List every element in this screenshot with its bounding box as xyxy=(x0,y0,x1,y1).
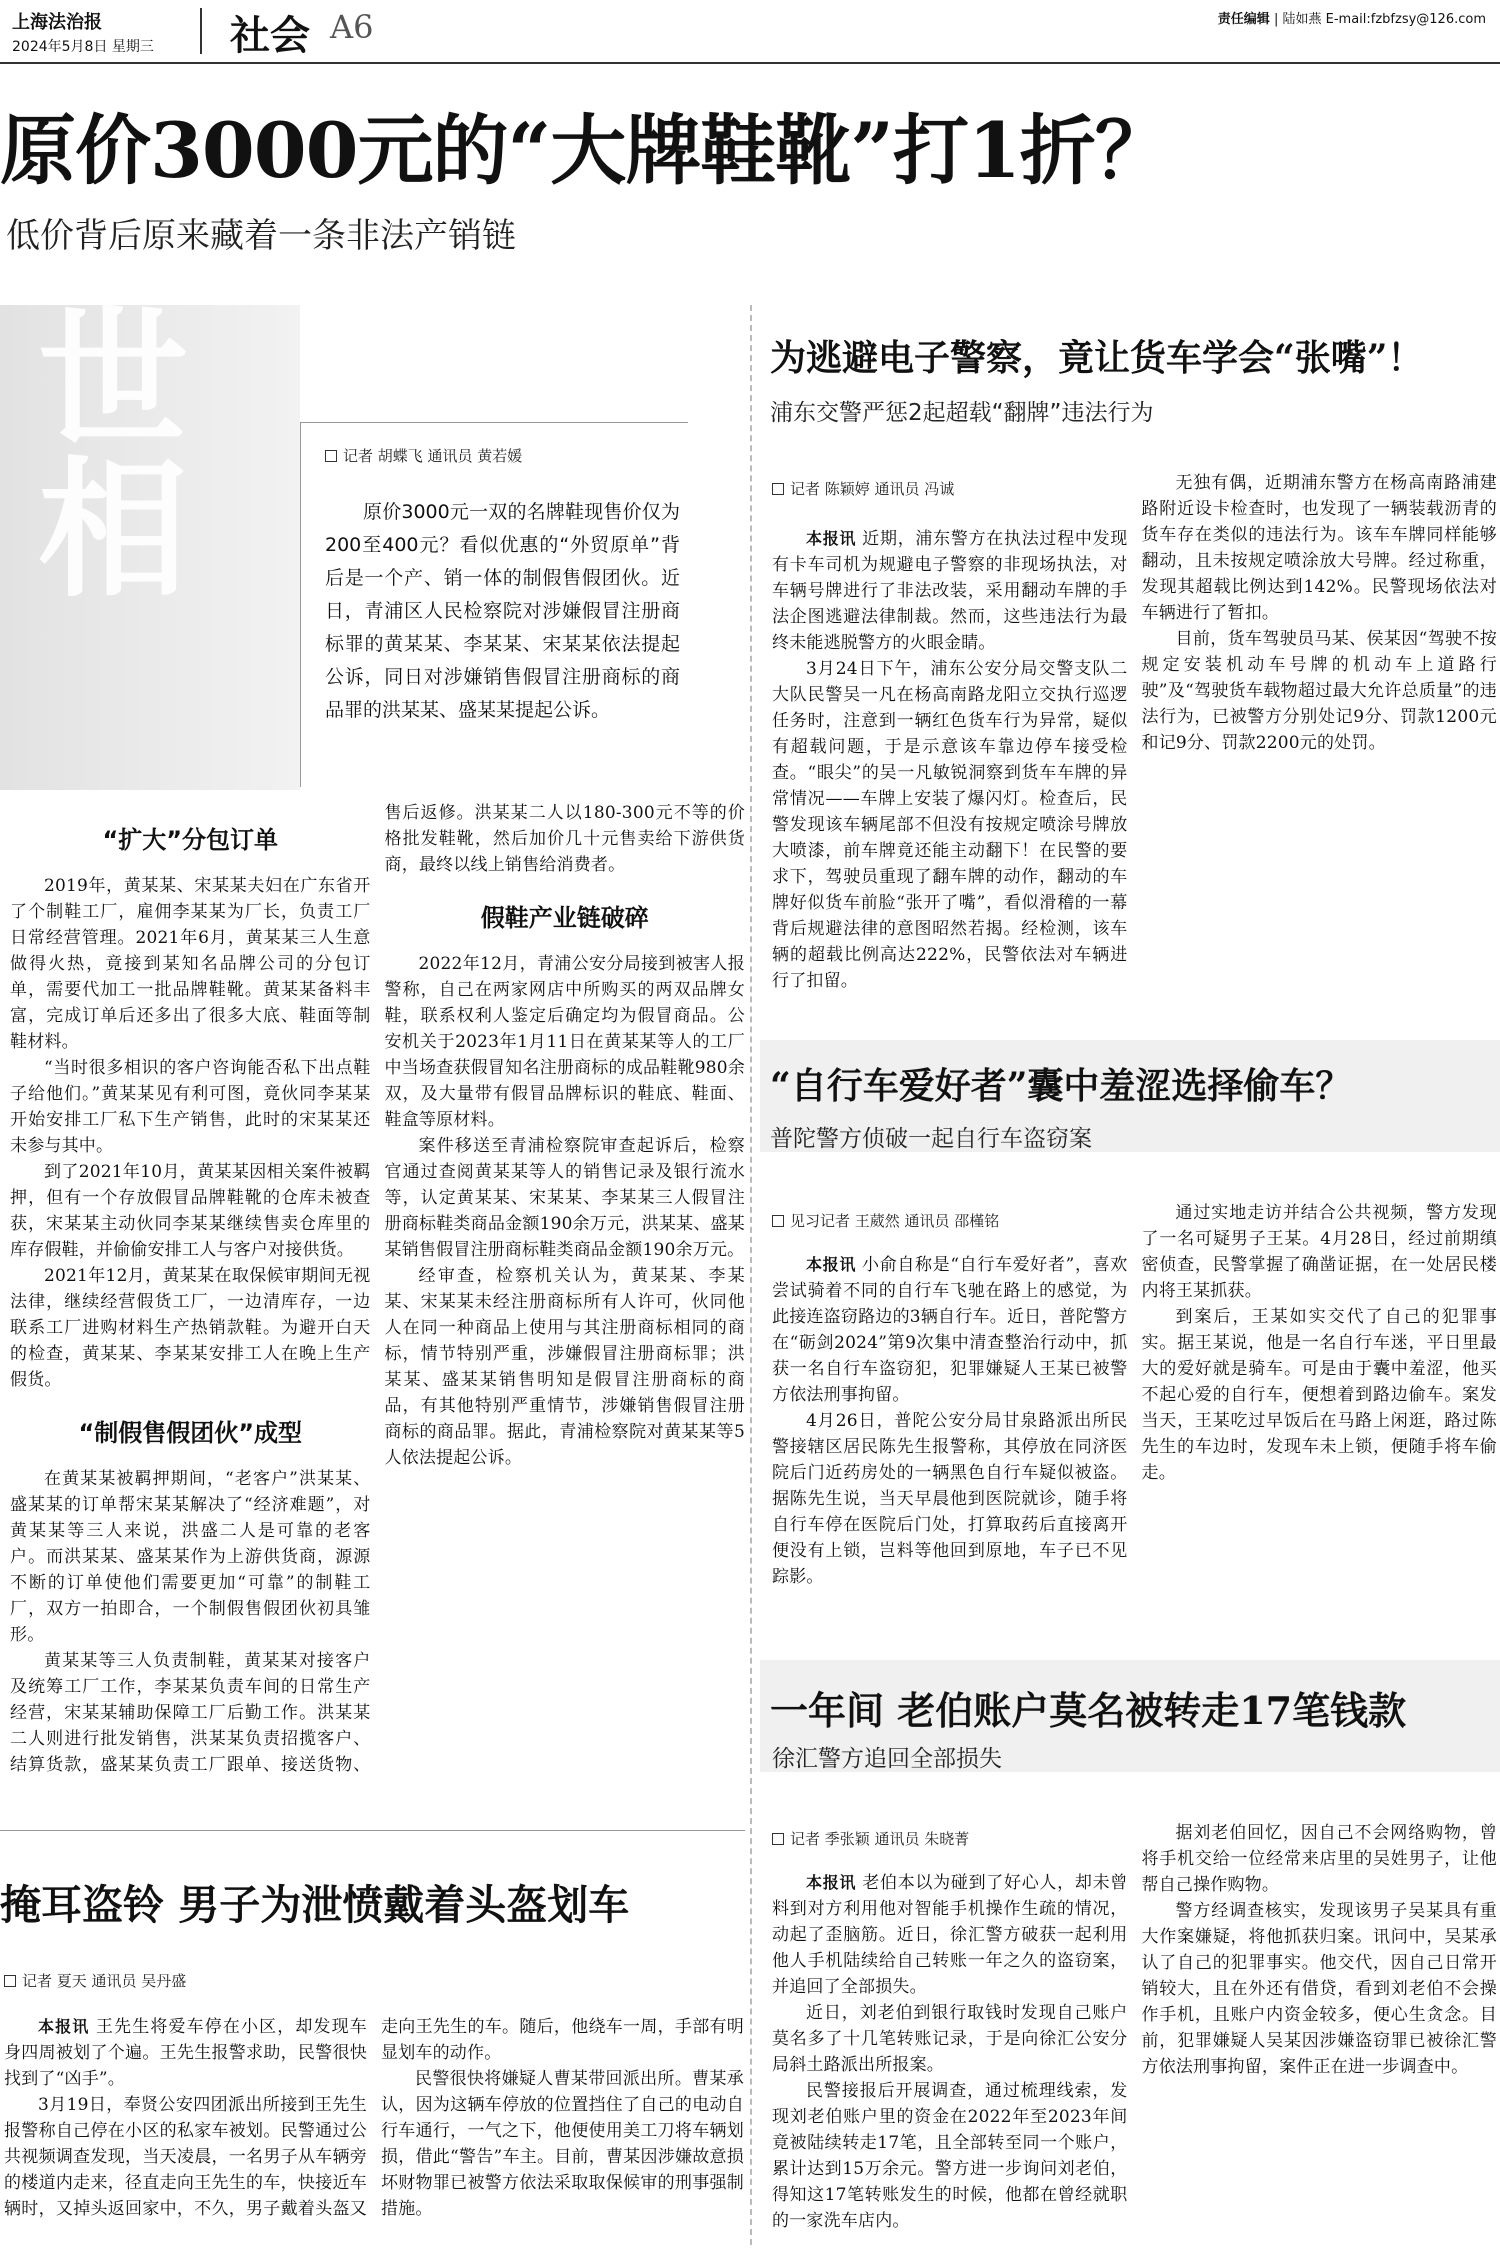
editor-email: E-mail:fzbfzsy@126.com xyxy=(1325,12,1486,27)
bike-p2: 4月26日，普陀公安分局甘泉路派出所民警接辖区居民陈先生报警称，其停放在同济医院后门近药房处的一辆黑色自行车疑似被盗。据陈先生说，当天早晨他到医院就诊，随手将自行车停在医院后门处，打算取药后直接离开便没有上锁，岂料等他回到原地，车子已不见踪影。 xyxy=(772,1411,1128,1587)
column-divider xyxy=(750,305,752,2245)
elder-p1 xyxy=(772,1870,1128,2000)
elder-p5: 警方经调查核实，发现该男子吴某具有重大作案嫌疑，将他抓获归案。讯问中，吴某承认了自己的犯罪事实。他交代，因自己日常开销较大，且在外还有借贷，看到刘老伯不会操作手机，且账户内资金较多，便心生贪念。目前，犯罪嫌疑人吴某因涉嫌盗窃罪已被徐汇警方依法刑事拘留，案件正在进一步调查中。 xyxy=(1141,1901,1497,2077)
masthead-divider xyxy=(200,8,202,54)
byline-text: 记者 夏天 通讯员 吴丹盛 xyxy=(22,1972,187,1990)
byline-text: 记者 季张颖 通讯员 朱晓菁 xyxy=(790,1830,970,1848)
main-p8: 案件移送至青浦检察院审查起诉后，检察官通过查阅黄某某等人的销售记录及银行流水等，认定黄某某、宋某某、李某某三人假冒注册商标鞋类商品金额190余万元，洪某某、盛某某销售假冒注册商标鞋类商品金额190余万元。 xyxy=(384,1136,745,1260)
main-byline xyxy=(325,445,680,466)
byline-box-icon xyxy=(4,1975,16,1987)
bike-p1 xyxy=(772,1252,1128,1408)
main-p4: 2021年12月，黄某某在取保候审期间无视法律，继续经营假货工厂，一边清库存，一边联系工厂进购材料生产热销款鞋。为避开白天的检查，黄某某、李某某安排工人在晚上生产假货。 xyxy=(10,1266,371,1390)
helmet-p2: 3月19日，奉贤公安四团派出所接到王先生报警称自己停在小区的私家车被划。民警通过公共视频调查发现，当天凌晨，一名男子从车辆旁的楼道内走来，径直走向王先生的车，快接近车辆时，又掉头返回家中，不久，男子戴着头盔又走向王先生的车。随后，他绕车一周，手部有明显划车的动作。 xyxy=(4,2017,744,2219)
subhead-1: “扩大”分包订单 xyxy=(102,826,279,854)
main-p9: 经审查，检察机关认为，黄某某、李某某、宋某某未经注册商标所有人许可，伙同他人在同一种商品上使用与其注册商标相同的商标，情节特别严重，涉嫌假冒注册商标罪；洪某某、盛某某销售明知是假冒注册商标的商品，有其他特别严重情节，涉嫌销售假冒注册商标的商品罪。据此，青浦检察院对黄某某等5人依法提起公诉。 xyxy=(384,1266,745,1468)
truck-p4: 目前，货车驾驶员马某、侯某因“驾驶不按规定安装机动车号牌的机动车上道路行驶”及“驾驶货车载物超过最大允许总质量”的违法行为，已被警方分别处记9分、罚款1200元和记9分、罚款2200元的处罚。 xyxy=(1141,629,1497,753)
truck-p2: 3月24日下午，浦东公安分局交警支队二大队民警吴一凡在杨高南路龙阳立交执行巡逻任务时，注意到一辆红色货车行为异常，疑似有超载问题，于是示意该车靠边停车接受检查。“眼尖”的吴一凡敏锐洞察到货车车牌的异常情况——车牌上安装了爆闪灯。检查后，民警发现该车辆尾部不但没有按规定喷涂号牌放大喷漆，前车牌竟还能主动翻下！在民警的要求下，驾驶员重现了翻车牌的动作，翻动的车牌好似货车前脸“张开了嘴”，看似滑稽的一幕背后规避法律的意图昭然若揭。经检测，该车辆的超载比例高达222%，民警依法对车辆进行了扣留。 xyxy=(772,659,1128,991)
helmet-headline: 掩耳盗铃 男子为泄愤戴着头盔划车 xyxy=(0,1881,630,1929)
bike-dek: 普陀警方侦破一起自行车盗窃案 xyxy=(770,1126,1092,1152)
main-headline: 原价3000元的“大牌鞋靴”打1折？ xyxy=(0,106,1170,195)
truck-p1-text: 近期，浦东警方在执法过程中发现有卡车司机为规避电子警察的非现场执法，对车辆号牌进行了非法改装，采用翻动车牌的手法企图逃避法律制裁。然而，这些违法行为最终未能逃脱警方的火眼金睛。 xyxy=(772,529,1128,653)
subhead-2: “制假售假团伙”成型 xyxy=(78,1419,303,1447)
subhead-3: 假鞋产业链破碎 xyxy=(480,904,649,932)
editor-info: 责任编辑 | 陆如燕 E-mail:fzbfzsy@126.com xyxy=(1217,12,1486,27)
byline-spacer xyxy=(772,1200,1128,1252)
bike-headline: “自行车爱好者”囊中羞涩选择偷车？ xyxy=(770,1065,1352,1107)
elder-p2: 近日，刘老伯到银行取钱时发现自己账户莫名多了十几笔转账记录，于是向徐汇公安分局斜土路派出所报案。 xyxy=(772,2003,1128,2075)
helmet-lead: 本报讯 xyxy=(38,2017,90,2036)
elder-lead: 本报讯 xyxy=(806,1873,857,1892)
main-p1: 2019年，黄某某、宋某某夫妇在广东省开了个制鞋工厂，雇佣李某某为厂长，负责工厂日常经营管理。2021年6月，黄某某三人生意做得火热，竟接到某知名品牌公司的分包订单，需要代加工一批品牌鞋靴。黄某某备料丰富，完成订单后还多出了很多大底、鞋面等制鞋材料。 xyxy=(10,876,371,1052)
byline-text: 记者 胡蝶飞 通讯员 黄若媛 xyxy=(343,447,523,465)
masthead-rule xyxy=(0,62,1500,64)
stamp-text: 世相 xyxy=(12,300,188,600)
truck-headline: 为逃避电子警察，竟让货车学会“张嘴”！ xyxy=(770,337,1424,379)
intro-box xyxy=(300,422,688,787)
bike-p1-text: 小俞自称是“自行车爱好者”，喜欢尝试骑着不同的自行车飞驰在路上的感觉，为此接连盗窃路边的3辆自行车。近日，普陀警方在“砺剑2024”第9次集中清查整治行动中，抓获一名自行车盗窃犯，犯罪嫌疑人王某已被警方依法刑事拘留。 xyxy=(772,1255,1128,1405)
main-p3: 到了2021年10月，黄某某因相关案件被羁押，但有一个存放假冒品牌鞋靴的仓库未被查获，宋某某主动伙同李某某继续售卖仓库里的库存假鞋，并偷偷安排工人与客户对接供货。 xyxy=(10,1162,371,1260)
bike-p4: 到案后，王某如实交代了自己的犯罪事实。据王某说，他是一名自行车迷，平日里最大的爱好就是骑车。可是由于囊中羞涩，他买不起心爱的自行车，便想着到路边偷车。案发当天，王某吃过早饭后在马路上闲逛，路过陈先生的车边时，发现车未上锁，便随手将车偷走。 xyxy=(1141,1307,1497,1483)
helmet-byline xyxy=(4,1970,186,1991)
truck-dek: 浦东交警严惩2起超载“翻牌”违法行为 xyxy=(770,400,1154,426)
truck-lead: 本报讯 xyxy=(806,529,857,548)
truck-body xyxy=(772,470,1497,1010)
helmet-p3: 民警很快将嫌疑人曹某带回派出所。曹某承认，因为这辆车停放的位置挡住了自己的电动自行车通行，一气之下，他便使用美工刀将车辆划损，借此“警告”车主。目前，曹某因涉嫌故意损坏财物罪已被警方依法采取取保候审的刑事强制措施。 xyxy=(381,2069,744,2219)
helmet-p1-text: 王先生将爱车停在小区，却发现车身四周被划了个遍。王先生报警求助，民警很快找到了“凶手”。 xyxy=(4,2017,368,2089)
main-p2: “当时很多相识的客户咨询能否私下出点鞋子给他们。”黄某某见有利可图，竟伙同李某某开始安排工厂私下生产销售，此时的宋某某还未参与其中。 xyxy=(10,1058,371,1156)
editor-label: 责任编辑 xyxy=(1217,12,1270,27)
helmet-rule xyxy=(0,1830,745,1831)
main-p7: 2022年12月，青浦公安分局接到被害人报警称，自己在两家网店中所购买的两双品牌女鞋，联系权利人鉴定后确定均为假冒商品。公安机关于2023年1月11日在黄某某等人的工厂中当场查获假冒知名注册商标的成品鞋靴980余双，及大量带有假冒品牌标识的鞋底、鞋面、鞋盒等原材料。 xyxy=(384,954,745,1130)
intro-text: 原价3000元一双的名牌鞋现售价仅为200至400元？看似优惠的“外贸原单”背后是一个产、销一体的制假售假团伙。近日，青浦区人民检察院对涉嫌假冒注册商标罪的黄某某、李某某、宋某某依法提起公诉，同日对涉嫌销售假冒注册商标的商品罪的洪某某、盛某某提起公诉。 xyxy=(325,501,680,721)
section-name: 社会 xyxy=(230,13,310,59)
page-number: A6 xyxy=(330,8,374,46)
elder-p1-text: 老伯本以为碰到了好心人，却未曾料到对方利用他对智能手机操作生疏的情况，动起了歪脑筋。近日，徐汇警方破获一起利用他人手机陆续给自己转账一年之久的盗窃案，并追回了全部损失。 xyxy=(772,1873,1128,1997)
helmet-p1 xyxy=(4,2014,367,2092)
elder-p3: 民警接报后开展调查，通过梳理线索，发现刘老伯账户里的资金在2022年至2023年间竟被陆续转走17笔，且全部转至同一个账户，累计达到15万余元。警方进一步询问刘老伯，得知这17笔转账发生的时候，他都在曾经就职的一家洗车店内。 xyxy=(772,2081,1128,2231)
byline-text: 记者 陈颖婷 通讯员 冯诚 xyxy=(790,480,955,498)
truck-p3: 无独有偶，近期浦东警方在杨高南路浦建路附近设卡检查时，也发现了一辆装载沥青的货车存在类似的违法行为。该车车牌同样能够翻动，且未按规定喷涂放大号牌。经过称重，发现其超载比例达到142%。民警现场依法对车辆进行了暂扣。 xyxy=(1141,473,1497,623)
elder-body xyxy=(772,1820,1497,2250)
main-article-body xyxy=(10,800,745,1800)
bike-lead: 本报讯 xyxy=(806,1255,856,1274)
main-dek: 低价背后原来藏着一条非法产销链 xyxy=(6,216,516,256)
editor-name: 陆如燕 xyxy=(1282,12,1322,27)
byline-text: 见习记者 王葳然 通讯员 邵槿铭 xyxy=(790,1212,1000,1230)
elder-dek: 徐汇警方追回全部损失 xyxy=(772,1746,1002,1772)
paper-logo: 上海法治报 xyxy=(12,12,102,33)
bike-p3: 通过实地走访并结合公共视频，警方发现了一名可疑男子王某。4月28日，经过前期缜密侦查，民警掌握了确凿证据，在一处居民楼内将王某抓获。 xyxy=(1141,1203,1497,1301)
byline-box-icon xyxy=(325,450,337,462)
masthead xyxy=(0,0,1500,64)
helmet-body xyxy=(4,2014,744,2250)
main-p5: 在黄某某被羁押期间，“老客户”洪某某、盛某某的订单帮宋某某解决了“经济难题”，对黄某某等三人来说，洪盛二人是可靠的老客户。而洪某某、盛某某作为上游供货商，源源不断的订单使他们需要更加“可靠”的制鞋工厂，双方一拍即合，一个制假售假团伙初具雏形。 xyxy=(10,1469,371,1645)
main-p6: 黄某某等三人负责制鞋，黄某某对接客户及统筹工厂工作，李某某负责车间的日常生产经营，宋某某辅助保障工厂后勤工作。洪某某二人则进行批发销售，洪某某负责招揽客户、结算货款，盛某某负责工厂跟单、接送货物、售后返修。洪某某二人以180-300元不等的价格批发鞋靴，然后加价几十元售卖给下游供货商，最终以线上销售给消费者。 xyxy=(10,803,745,1775)
elder-p4: 据刘老伯回忆，因自己不会网络购物，曾将手机交给一位经常来店里的吴姓男子，让他帮自己操作购物。 xyxy=(1141,1823,1497,1895)
byline-spacer xyxy=(772,470,1128,526)
byline-spacer xyxy=(772,1820,1128,1870)
bike-body xyxy=(772,1200,1497,1620)
elder-headline: 一年间 老伯账户莫名被转走17笔钱款 xyxy=(770,1688,1407,1733)
truck-p1 xyxy=(772,526,1128,656)
issue-date: 2024年5月8日 星期三 xyxy=(12,39,154,55)
